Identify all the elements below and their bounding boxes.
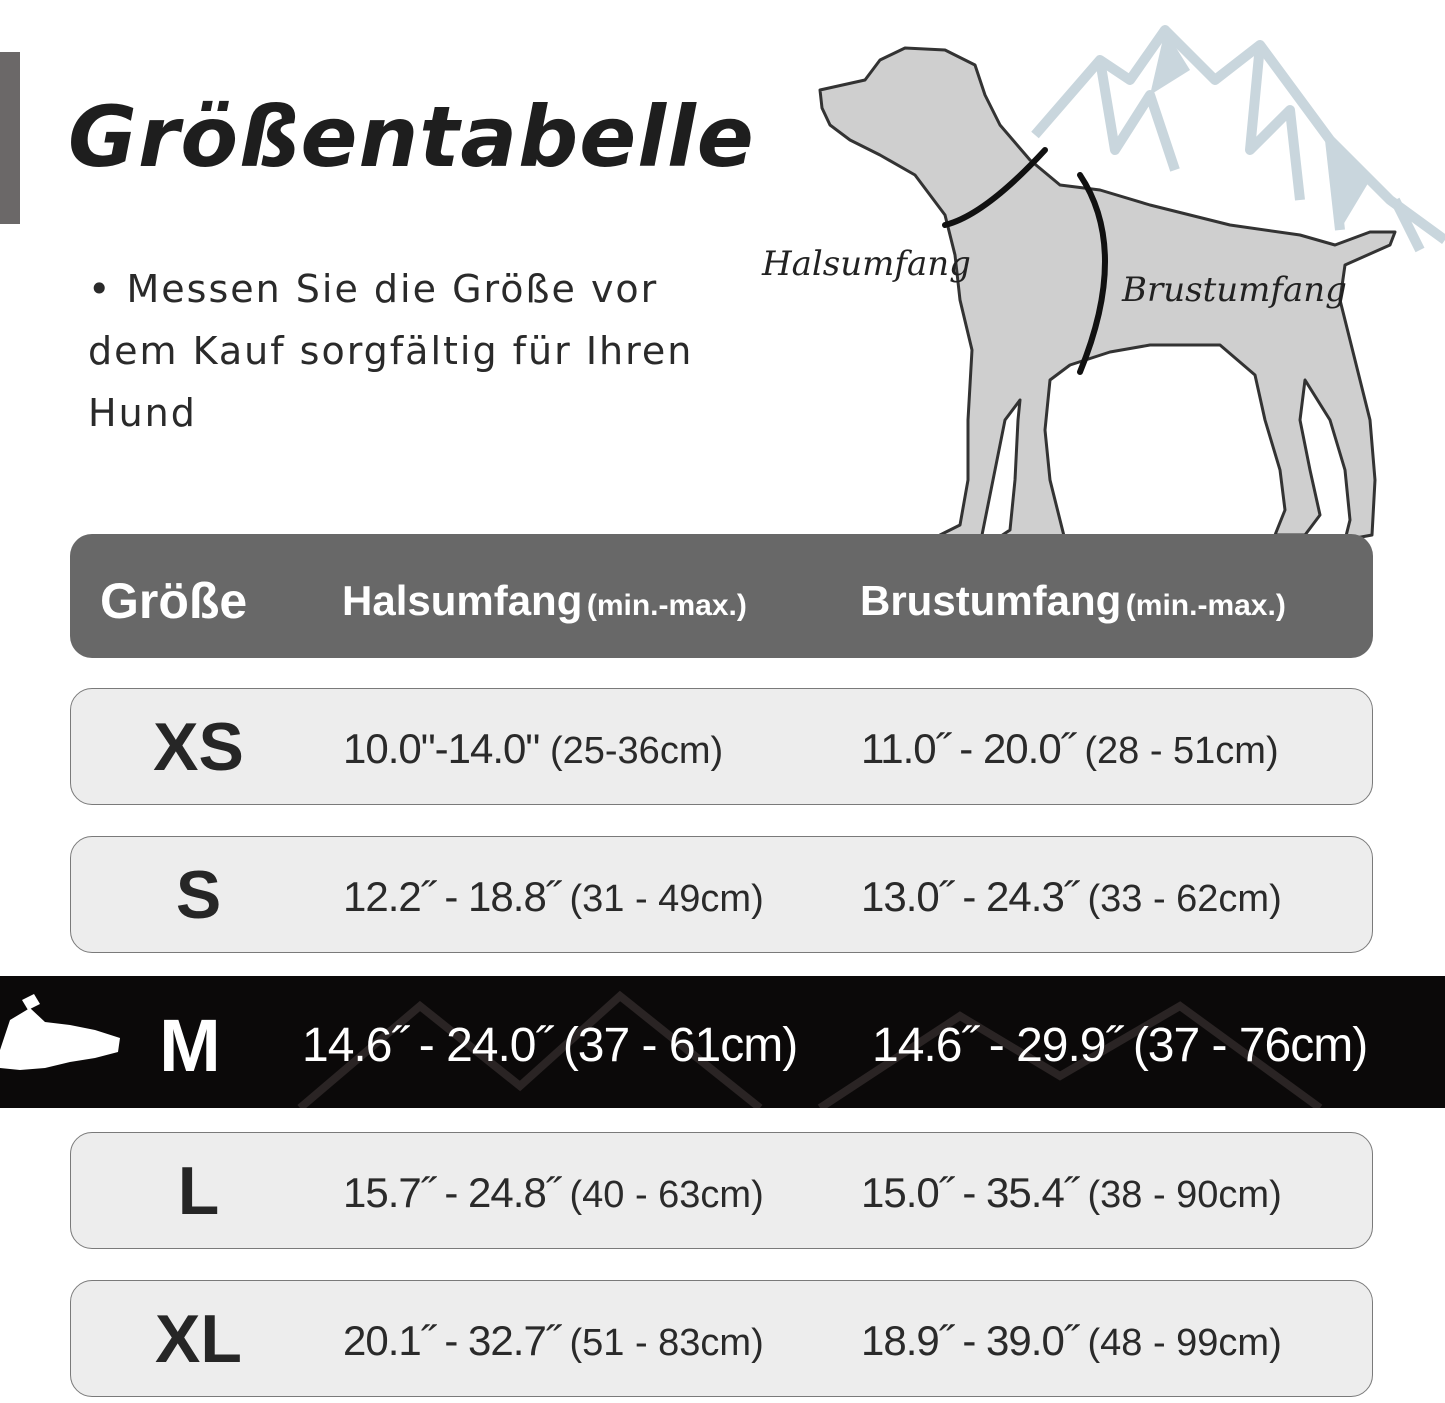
size-label: L [177,1153,220,1229]
header-chest: Brustumfang (min.-max.) [860,577,1286,624]
header-neck: Halsumfang (min.-max.) [342,577,747,624]
chest-value: 14.6˝ - 29.9˝ (37 - 76cm) [872,1019,1368,1072]
size-label: M [159,1004,221,1087]
chest-measure-label: Brustumfang [1122,270,1347,310]
neck-value: 14.6˝ - 24.0˝ (37 - 61cm) [302,1019,798,1072]
chest-value: 18.9˝ - 39.0˝ (48 - 99cm) [861,1317,1282,1364]
table-header [70,534,1373,658]
size-label: XL [155,1301,242,1377]
neck-measure-label: Halsumfang [762,244,971,284]
neck-value: 20.1˝ - 32.7˝ (51 - 83cm) [343,1317,764,1364]
size-label: XS [153,709,244,785]
neck-value: 12.2˝ - 18.8˝ (31 - 49cm) [343,873,764,920]
table-row-highlighted [0,976,1445,1108]
table-row [70,836,1373,953]
intro-text: • Messen Sie die Größe vor dem Kauf sorgfältig für Ihren Hund [88,267,694,435]
table-row [70,688,1373,805]
table-row [70,1132,1373,1249]
chest-value: 13.0˝ - 24.3˝ (33 - 62cm) [861,873,1282,920]
header-size: Größe [100,573,248,629]
chest-value: 11.0˝ - 20.0˝ (28 - 51cm) [861,725,1279,772]
neck-value: 15.7˝ - 24.8˝ (40 - 63cm) [343,1169,764,1216]
size-label: S [175,857,222,933]
chest-value: 15.0˝ - 35.4˝ (38 - 90cm) [861,1169,1282,1216]
page-title: Größentabelle [68,88,755,186]
dog-head-icon [0,990,130,1090]
neck-value: 10.0"-14.0" (25-36cm) [343,725,724,772]
table-row [70,1280,1373,1397]
